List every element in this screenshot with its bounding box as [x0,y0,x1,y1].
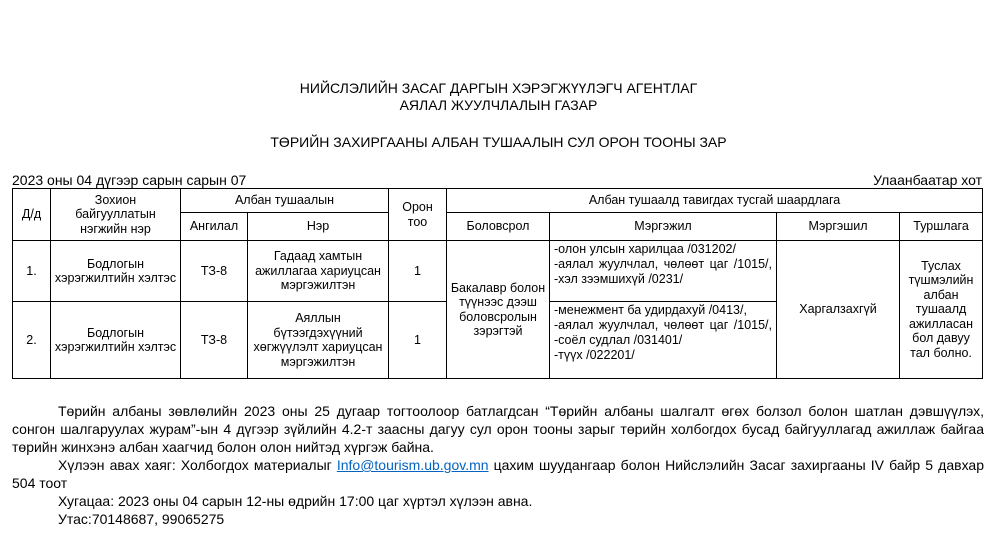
row-profession [550,241,777,302]
announcement-city: Улаанбаатар хот [873,172,982,188]
deadline-text: Хугацаа: 2023 оны 04 сарын 12-ны өдрийн 17:00 цаг хүртэл хүлээн авна. [58,493,533,509]
cell-skill: Харгалзахгүй [777,241,900,379]
dateline [12,172,982,188]
header-org: Зохион байгууллатын нэгжийн нэр [51,189,181,241]
address-intro: Хүлээн авах хаяг: Холбогдох материалыг [58,457,337,473]
row-org: Бодлогын хэрэгжилтийн хэлтэс [51,241,181,302]
row-position-name: Аяллын бүтээгдэхүүний хөгжүүлэлт хариуцсан мэргэжилтэн [248,302,389,379]
profession-line: -аялал жуулчлал, чөлөөт цаг /1015/, [554,257,772,271]
cell-experience: Туслах түшмэлийн албан тушаалд ажилласан бол давуу тал болно. [900,241,983,379]
department-name: АЯЛАЛ ЖУУЛЧЛАЛЫН ГАЗАР [399,97,598,113]
address-details: цахим шуудангаар болон Нийслэлийн Засаг захиргааны IV байр 5 давхар 504 тоот [12,457,984,491]
vacancy-table [12,188,983,379]
row-count: 1 [389,241,447,302]
phone-text: Утас:70148687, 99065275 [58,511,225,527]
header-num: Д/д [13,189,51,241]
header-profession: Мэргэжил [550,213,777,241]
header-count: Орон тоо [389,189,447,241]
row-category: ТЗ-8 [181,241,248,302]
cell-education: Бакалавр болон түүнээс дээш боловсролын зэрэгтэй [447,241,550,379]
profession-line: -соёл судлал /031401/ [554,333,683,347]
profession-line: -аялал жуулчлал, чөлөөт цаг /1015/, [554,318,772,332]
header-education: Боловсрол [447,213,550,241]
header-requirements: Албан тушаалд тавигдах тусгай шаардлага [447,189,983,213]
legal-basis-paragraph: Төрийн албаны зөвлөлийн 2023 оны 25 дугаар тогтоолоор батлагдсан “Төрийн албаны шалгалт өгөх болзол болон шатлан дэвшүүлэх, сонгон шалгаруулах журам”-ын 4 дүгээр зүйлийн 4.2-т заасны дагуу сул орон тооны зарыг төрийн холбогдох бусад байгууллагад ажиллаж байгаа төрийн жинхэнэ албан хаагчид болон олон нийтэд хүргэж байна. [12,403,984,455]
document-header [0,80,997,114]
profession-line: -түүх /022201/ [554,348,635,362]
header-category: Ангилал [181,213,248,241]
row-position-name: Гадаад хамтын ажиллагаа хариуцсан мэргэжилтэн [248,241,389,302]
header-skill: Мэргэшил [777,213,900,241]
profession-line: -менежмент ба удирдахуй /0413/, [554,303,747,317]
agency-name: НИЙСЛЭЛИЙН ЗАСАГ ДАРГЫН ХЭРЭГЖҮҮЛЭГЧ АГЕНТЛАГ [299,80,698,96]
email-link[interactable]: Info@tourism.ub.gov.mn [336,457,489,473]
header-name: Нэр [248,213,389,241]
announcement-title: ТӨРИЙН ЗАХИРГААНЫ АЛБАН ТУШААЛЫН СУЛ ОРОН ТООНЫ ЗАР [270,134,727,150]
row-count: 1 [389,302,447,379]
row-profession [550,302,777,379]
table-row [13,241,983,302]
row-category: ТЗ-8 [181,302,248,379]
header-experience: Туршлага [900,213,983,241]
header-position: Албан тушаалын [181,189,389,213]
table-header-row [13,189,983,213]
row-num: 2. [13,302,51,379]
row-org: Бодлогын хэрэгжилтийн хэлтэс [51,302,181,379]
profession-line: -олон улсын харилцаа /031202/ [554,242,736,256]
announcement-body [12,402,984,528]
row-num: 1. [13,241,51,302]
profession-line: -хэл зээмшихүй /0231/ [554,272,684,286]
submission-address-paragraph [12,456,984,492]
announcement-date: 2023 оны 04 дүгээр сарын сарын 07 [12,172,247,188]
